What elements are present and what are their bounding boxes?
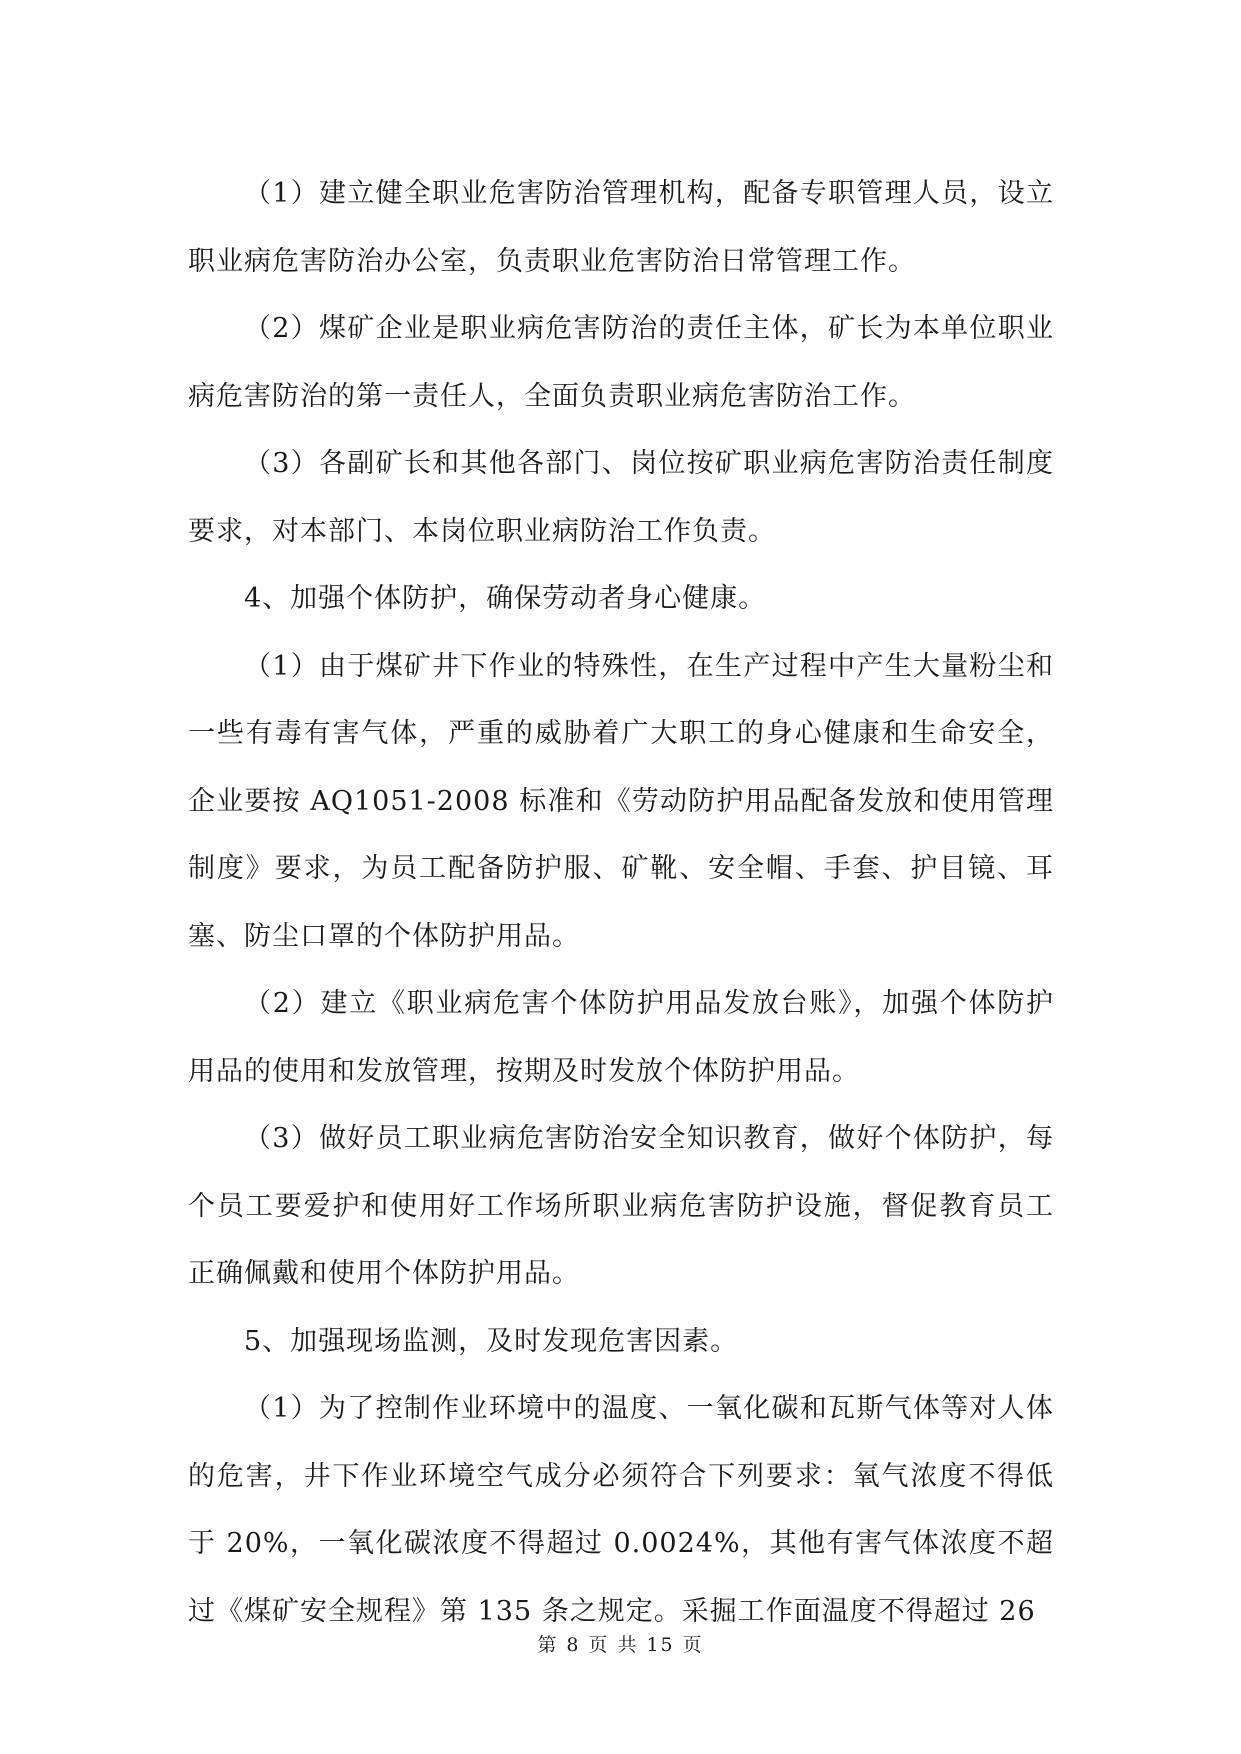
paragraph-3: （3）各副矿长和其他各部门、岗位按矿职业病危害防治责任制度要求，对本部门、本岗位职业病防治工作负责。 (188, 448, 1054, 547)
footer-total-pages: 15 (646, 1634, 675, 1656)
body-text (188, 160, 1054, 1645)
paragraph-1: （1）建立健全职业危害防治管理机构，配备专职管理人员，设立职业病危害防治办公室，负责职业危害防治日常管理工作。 (188, 178, 1054, 277)
paragraph-5-1: （1）为了控制作业环境中的温度、一氧化碳和瓦斯气体等对人体的危害，井下作业环境空气成分必须符合下列要求：氧气浓度不得低于 20%，一氧化碳浓度不得超过 0.0024%，其他有害气体浓度不超过《煤矿安全规程》第 135 条之规定。采掘工作面温度不得超过 26 (188, 1393, 1054, 1627)
section-heading-5: 5、加强现场监测，及时发现危害因素。 (244, 1325, 739, 1357)
paragraph-4-1: （1）由于煤矿井下作业的特殊性，在生产过程中产生大量粉尘和一些有毒有害气体，严重的威胁着广大职工的身心健康和生命安全，企业要按 AQ1051-2008 标准和《劳动防护用品配备发放和使用管理制度》要求，为员工配备防护服、矿靴、安全帽、手套、护目镜、耳塞、防尘口罩的个体防护用品。 (188, 650, 1054, 952)
page-footer (0, 1630, 1241, 1657)
footer-suffix: 页 (682, 1634, 704, 1656)
paragraph-2: （2）煤矿企业是职业病危害防治的责任主体，矿长为本单位职业病危害防治的第一责任人，全面负责职业病危害防治工作。 (188, 313, 1054, 412)
paragraph-4-2: （2）建立《职业病危害个体防护用品发放台账》，加强个体防护用品的使用和发放管理，按期及时发放个体防护用品。 (188, 988, 1054, 1087)
section-heading-4: 4、加强个体防护，确保劳动者身心健康。 (244, 583, 767, 614)
footer-middle: 页 共 (588, 1634, 639, 1656)
paragraph-4-3: （3）做好员工职业病危害防治安全知识教育，做好个体防护，每个员工要爱护和使用好工作场所职业病危害防护设施，督促教育员工正确佩戴和使用个体防护用品。 (188, 1123, 1054, 1289)
footer-prefix: 第 (537, 1634, 559, 1656)
footer-current-page: 8 (566, 1634, 581, 1656)
